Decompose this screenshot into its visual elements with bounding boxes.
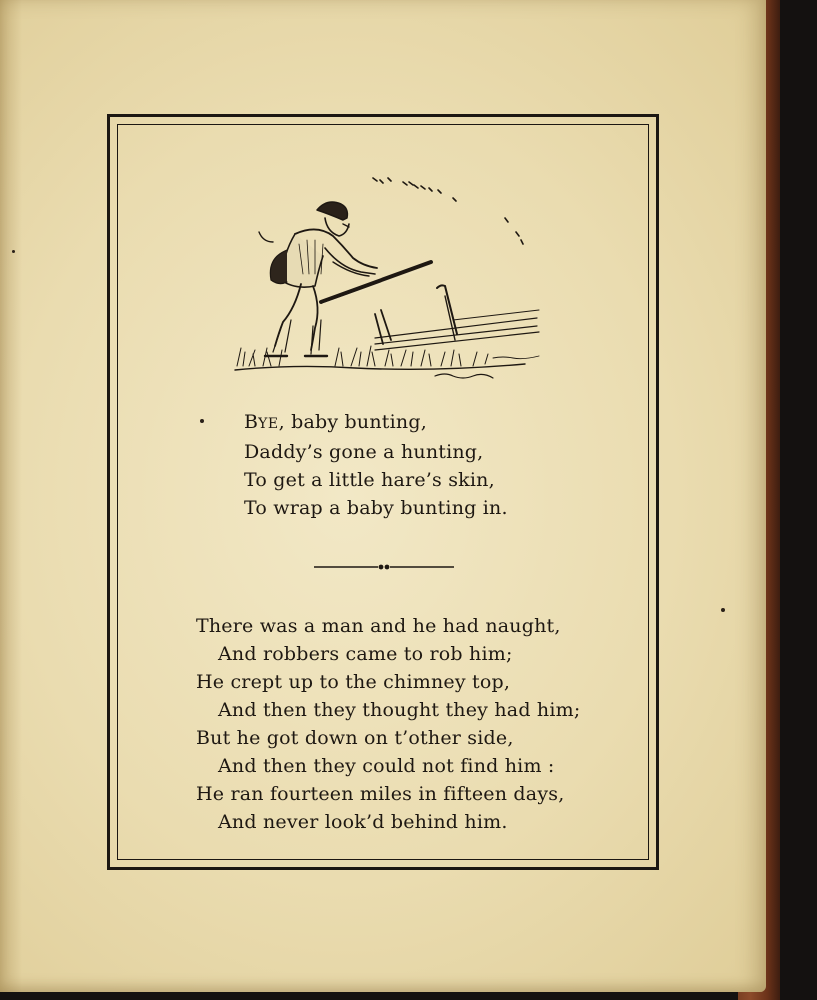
ink-speck	[200, 419, 204, 423]
poem-bye-baby-bunting	[244, 408, 508, 522]
ink-speck	[12, 250, 15, 253]
poem-line: And then they thought they had him;	[218, 699, 581, 721]
grass-ground	[235, 346, 539, 378]
ink-speck	[721, 608, 725, 612]
broken-fence	[375, 285, 539, 350]
poem-line: He ran fourteen miles in fifteen days,	[196, 783, 565, 805]
poem-line: To wrap a baby bunting in.	[244, 497, 508, 519]
poem-line: And never look’d behind him.	[218, 811, 508, 833]
poem-line: He crept up to the chimney top,	[196, 671, 511, 693]
poem-line	[244, 408, 508, 438]
drop-initial: B	[244, 411, 259, 433]
section-divider	[314, 560, 454, 574]
poem-line: To get a little hare’s skin,	[244, 469, 495, 491]
poem-line: And then they could not find him :	[218, 755, 555, 777]
first-line-rest: , baby bunting,	[278, 411, 427, 433]
poem-there-was-a-man	[196, 612, 580, 836]
poem-line: There was a man and he had naught,	[196, 615, 561, 637]
small-caps-word: YE	[258, 416, 279, 432]
poem-line: But he got down on t’other side,	[196, 727, 514, 749]
poem-line: Daddy’s gone a hunting,	[244, 441, 484, 463]
page-gutter-shadow	[0, 0, 22, 992]
hunter-engraving	[225, 170, 555, 385]
bird-flock	[373, 177, 555, 244]
hunter-figure	[259, 202, 377, 356]
poem-line: And robbers came to rob him;	[218, 643, 513, 665]
